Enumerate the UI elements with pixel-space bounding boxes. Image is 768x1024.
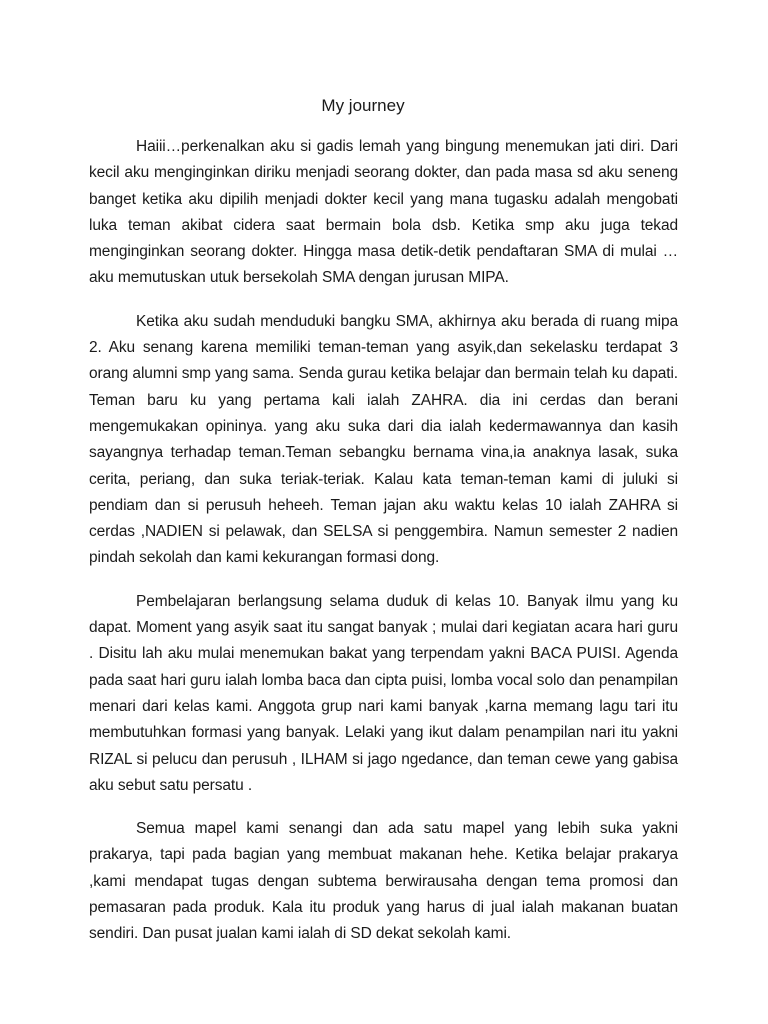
document-body [89, 134, 678, 948]
document-title: My journey [321, 96, 405, 115]
paragraph-intro: Haiii…perkenalkan aku si gadis lemah yang bingung menemukan jati diri. Dari kecil aku menginginkan diriku menjadi seorang dokter, dan pada masa sd aku seneng banget ketika aku dipilih menjadi dokter kecil yang mana tugasku adalah mengobati luka teman akibat cidera saat bermain bola dsb. Ketika smp aku juga tekad menginginkan seorang dokter. Hingga masa detik-detik pendaftaran SMA di mulai …aku memutuskan utuk bersekolah SMA dengan jurusan MIPA. [89, 138, 678, 287]
paragraph-prakarya: Semua mapel kami senangi dan ada satu mapel yang lebih suka yakni prakarya, tapi pada bagian yang membuat makanan hehe. Ketika belajar prakarya ,kami mendapat tugas dengan subtema berwirausaha dengan tema promosi dan pemasaran pada produk. Kala itu produk yang harus di jual ialah makanan buatan sendiri. Dan pusat jualan kami ialah di SD dekat sekolah kami. [89, 820, 678, 943]
paragraph-sma: Ketika aku sudah menduduki bangku SMA, akhirnya aku berada di ruang mipa 2. Aku senang karena memiliki teman-teman yang asyik,dan sekelasku terdapat 3 orang alumni smp yang sama. Senda gurau ketika belajar dan bermain telah ku dapati. Teman baru ku yang pertama kali ialah ZAHRA. dia ini cerdas dan berani mengemukakan opininya. yang aku suka dari dia ialah kedermawannya dan kasih sayangnya terhadap teman.Teman sebangku bernama vina,ia anaknya lasak, suka cerita, periang, dan suka teriak-teriak. Kalau kata teman-teman kami di juluki si pendiam dan si perusuh heheeh. Teman jajan aku waktu kelas 10 ialah ZAHRA si cerdas ,NADIEN si pelawak, dan SELSA si penggembira. Namun semester 2 nadien pindah sekolah dan kami kekurangan formasi dong. [89, 312, 678, 567]
paragraph-kelas-10: Pembelajaran berlangsung selama duduk di kelas 10. Banyak ilmu yang ku dapat. Moment yang asyik saat itu sangat banyak ; mulai dari kegiatan acara hari guru . Disitu lah aku mulai menemukan bakat yang terpendam yakni BACA PUISI. Agenda pada saat hari guru ialah lomba baca dan cipta puisi, lomba vocal solo dan penampilan menari dari kelas kami. Anggota grup nari kami banyak ,karna memang lagu tari itu membutuhkan formasi yang banyak. Lelaki yang ikut dalam penampilan nari itu yakni RIZAL si pelucu dan perusuh , ILHAM si jago ngedance, dan teman cewe yang gabisa aku sebut satu persatu . [89, 592, 678, 794]
